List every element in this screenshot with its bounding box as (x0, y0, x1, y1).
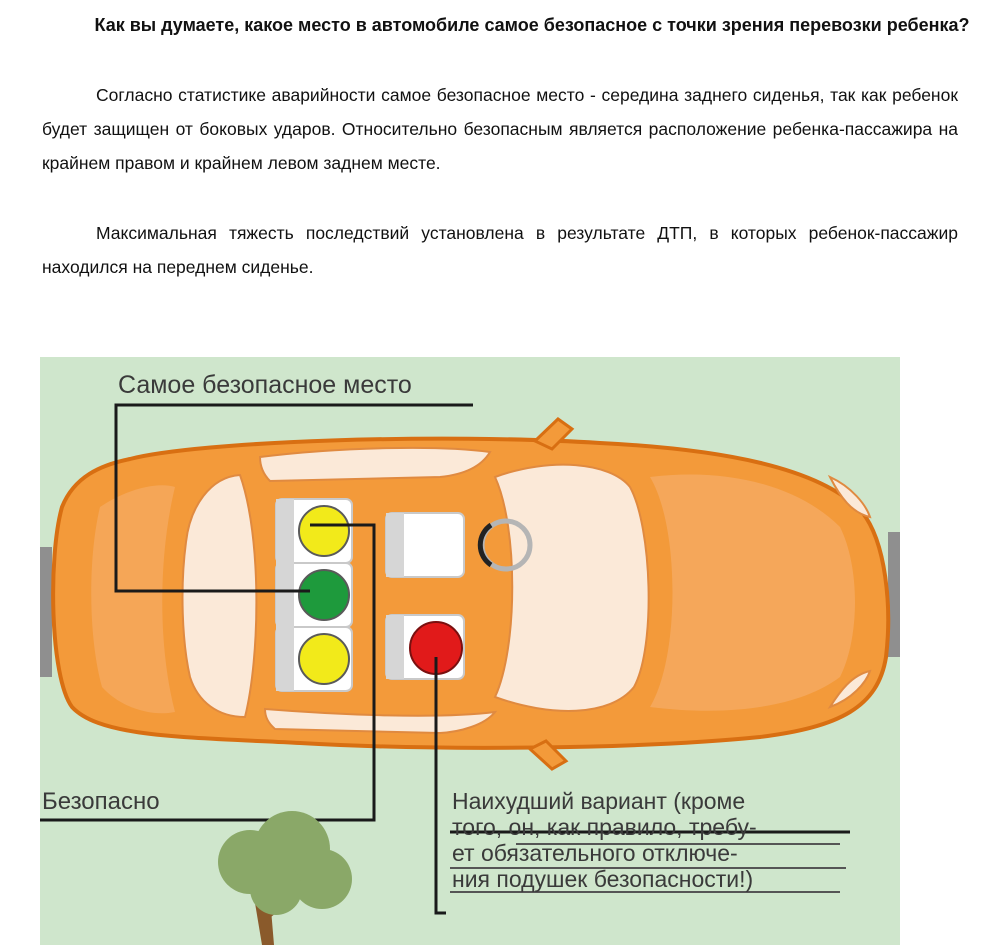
label-worst-line-3: ет обязательного отключе- (452, 840, 738, 866)
label-worst-line-4: ния подушек безопасности!) (452, 866, 754, 892)
rear-left-seat-safe (299, 506, 349, 556)
label-safe: Безопасно (42, 788, 160, 815)
car-seating-diagram (40, 357, 900, 945)
car-body (53, 419, 888, 769)
road-stripe-right (888, 532, 900, 657)
label-worst-line-1: Наихудший вариант (кроме (452, 788, 746, 814)
windshield (495, 465, 649, 711)
rear-right-seat-safe (299, 634, 349, 684)
paragraph-front-seat: Максимальная тяжесть последствий установлена в результате ДТП, в которых ребенок-пассажир находился на переднем сиденье. (42, 223, 958, 277)
road-stripe-left (40, 547, 52, 677)
front-left-seat (386, 513, 464, 577)
paragraph-statistics: Согласно статистике аварийности самое безопасное место - середина заднего сиденья, так как ребенок будет защищен от боковых ударов. Относительно безопасным является расположение ребенка-пассажира на крайнем правом и крайнем левом заднем месте. (42, 85, 958, 173)
rear-window (183, 475, 257, 717)
label-worst-line-2: того, он, как правило, требу- (452, 814, 757, 840)
page-heading: Как вы думаете, какое место в автомобиле самое безопасное с точки зрения перевозки ребенка? (94, 15, 970, 35)
rear-middle-seat-safest (299, 570, 349, 620)
label-safest-place: Самое безопасное место (118, 371, 412, 399)
